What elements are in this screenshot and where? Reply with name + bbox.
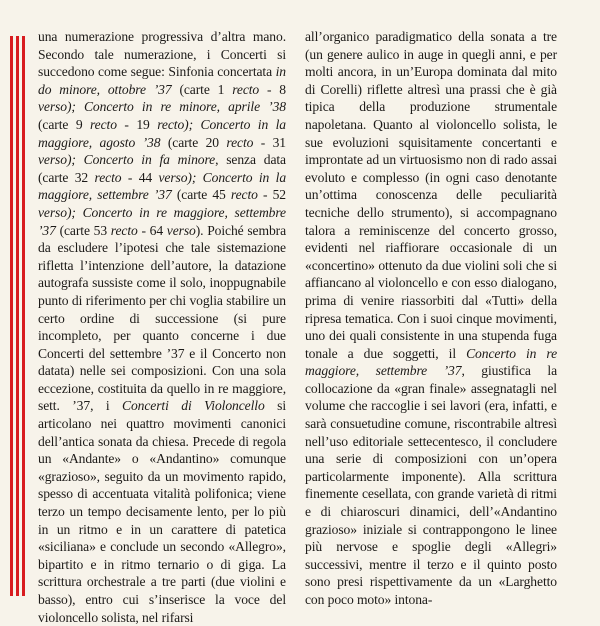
text-run: verso); Concerto in fa minore: [38, 152, 216, 168]
text-run: , senza data (carte 32: [38, 152, 286, 185]
text-run: recto: [110, 222, 138, 238]
text-run: all’organico paradigmatico della sonata a tre (un genere aulico in auge in quegli anni, e per molti ancora, in un’Europa dominata dal mito di Corelli) riflette altresì una prassi che è già tipica della produzione strumentale napoletana. Quanto al violoncello solista, le sue evoluzioni squisitamente concertanti e improntate ad un virtuosismo non di rado assai evoluto e complesso (in ogni caso denotante un’ottima conoscenza delle peculiarità tecniche dello strumento), si accompagnano talora a reminiscenze del concerto grosso, evidenti nel riaffiorare occasionale di un «concertino» ottenuto da due violini soli che si affiancano al violoncello e con esso dialogano, prima di venire riassorbiti dal «Tutti» della ripresa tematica. Con i suoi cinque movimenti, uno dei quali consistente in una stupenda fuga tonale a due soggetti, il: [305, 29, 557, 361]
red-stripe-decoration: [10, 36, 13, 596]
text-run: si articolano nei quattro movimenti canonici dell’antica sonata da chiesa. Precede di regola un «Andante» o «Andantino» comunque «grazioso», seguito da un movimento rapido, spesso di accentuata vitalità polifonica; viene terzo un tempo decisamente lento, per lo più in un ritmo e in un carattere di patetica «siciliana» e conclude un secondo «Allegro», bipartito e in ritmo ternario o di giga. La scrittura orchestrale a tre parti (due violini e basso), entro cui s’inserisce la voce del violoncello solista, nel rifarsi: [38, 398, 286, 625]
text-run: 19: [136, 116, 158, 132]
text-run: (carte 20: [160, 134, 227, 150]
text-run: recto: [230, 187, 258, 203]
text-run: , giustifica la collocazione da «gran finale» assegnatagli nel volume che raccoglie i sei lavori (era, infatti, e sarà consuetudine comune, riscontrabile altresì nell’uso editoriale settecentesco, il concludere una serie di composizioni con un’opera particolarmente imponente). Alla scrittura finemente cesellata, con grande varietà di ritmi e di chiaroscuri dinamici, dell’«Andantino grazioso» iniziale si contrappongono le linee più nervose e spoglie degli «Allegri» successivi, mentre il terzo e il quinto posto sono presi rispettivamente da un «Larghetto con poco moto» intona-: [305, 363, 557, 607]
text-run: Concerto in re maggiore, settembre ’37: [305, 345, 558, 379]
text-run: ). Poiché sembra da escludere l’ipotesi che tale sistemazione rifletta l’intenzione dell’autore, la datazione autografa sussiste come il solo, inoppugnabile punto di riferimento per chi voglia stabilire un certo ordine di successione (si pure incompleto, per quanto concerne i due Concerti del settembre ’37 e il Concerto non datata) nelle sei composizioni. Con una sola eccezione, costituita da quello in re maggiore, sett. ’37, i: [38, 222, 287, 414]
text-run: recto: [226, 134, 254, 150]
text-column-left: [38, 28, 286, 626]
text-run: (carte 53: [55, 222, 111, 238]
text-run: 8: [279, 81, 286, 97]
text-run: recto -: [94, 169, 139, 185]
text-column-right: [305, 28, 557, 609]
red-stripe-decoration: [16, 36, 19, 596]
text-run: - 52: [257, 187, 287, 203]
text-run: verso); Concerto in re maggiore, settembre ’37: [38, 204, 286, 238]
text-run: 44: [138, 169, 159, 185]
text-run: - 31: [253, 134, 287, 150]
text-run: verso); Concerto in la maggiore, settembre ’37: [38, 169, 287, 203]
text-run: verso); Concerto in re minore, aprile ’38: [38, 99, 286, 115]
text-run: verso: [166, 222, 196, 238]
paragraph-right: [305, 28, 557, 609]
text-run: recto -: [90, 116, 137, 132]
text-run: (carte 1: [171, 81, 233, 97]
paragraph-left: [38, 28, 286, 626]
text-run: recto); Concerto in la maggiore, agosto ’38: [38, 116, 286, 150]
text-run: (carte 45: [171, 187, 231, 203]
text-run: una numerazione progressiva d’altra mano. Secondo tale numerazione, i Concerti si succedono come segue: Sinfonia concertata: [38, 29, 286, 80]
text-run: - 64: [137, 222, 167, 238]
text-run: Concerti di Violoncello: [122, 398, 265, 414]
red-stripe-decoration: [22, 36, 25, 596]
text-run: (carte 9: [38, 116, 90, 132]
text-run: recto -: [232, 81, 280, 97]
text-run: in do minore, ottobre ’37: [38, 64, 286, 97]
